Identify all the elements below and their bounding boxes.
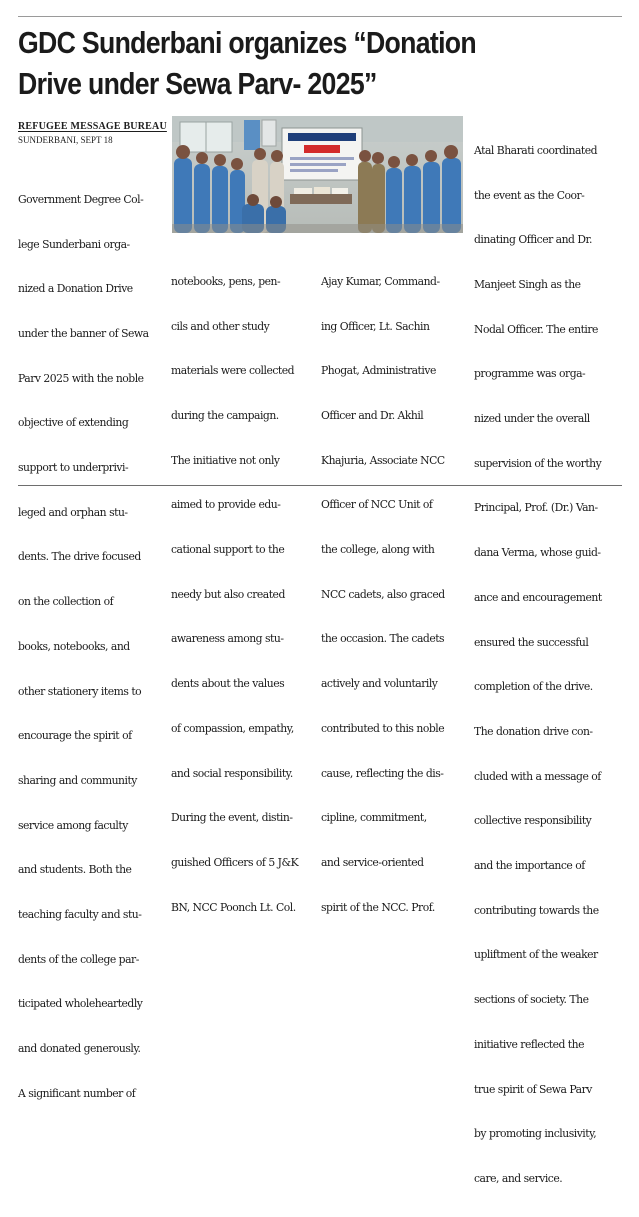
text-line: other stationery items to — [18, 684, 142, 698]
dateline: SUNDERBANI, SEPT 18 — [18, 135, 113, 145]
article-column-3 — [321, 245, 445, 945]
text-line: dents of the college par- — [18, 952, 139, 966]
text-line: awareness among stu- — [171, 632, 284, 646]
text-line: dana Verma, whose guid- — [474, 546, 601, 560]
text-line: contributed to this noble — [321, 721, 445, 735]
text-line: programme was orga- — [474, 367, 586, 381]
text-line: ing Officer, Lt. Sachin — [321, 319, 430, 333]
text-line: and service-oriented — [321, 855, 424, 869]
headline — [18, 22, 620, 104]
text-line: and the importance of — [474, 859, 585, 873]
top-divider — [18, 16, 622, 17]
text-line: the event as the Coor- — [474, 188, 585, 202]
text-line: cipline, commitment, — [321, 811, 427, 825]
article-column-1 — [18, 163, 149, 1132]
text-line: sections of society. The — [474, 993, 589, 1007]
text-line: A significant number of — [18, 1086, 136, 1100]
text-line: leged and orphan stu- — [18, 505, 128, 519]
text-line: notebooks, pens, pen- — [171, 274, 281, 288]
text-line: During the event, distin- — [171, 811, 293, 825]
text-line: initiative reflected the — [474, 1037, 584, 1051]
text-line: actively and voluntarily — [321, 677, 438, 691]
text-line: under the banner of Sewa — [18, 326, 149, 340]
text-line: support to underprivi- — [18, 461, 129, 475]
text-line: and donated generously. — [18, 1042, 141, 1056]
text-line: Officer and Dr. Akhil — [321, 408, 424, 422]
text-line: Government Degree Col- — [18, 192, 144, 206]
text-line: during the campaign. — [171, 408, 279, 422]
text-line: Principal, Prof. (Dr.) Van- — [474, 501, 598, 515]
text-line: spirit of the NCC. Prof. — [321, 900, 435, 914]
text-line: ance and encouragement — [474, 590, 602, 604]
text-line: of compassion, empathy, — [171, 721, 294, 735]
headline-line-2: Drive under Sewa Parv- 2025” — [18, 66, 377, 101]
text-line: supervision of the worthy — [474, 456, 602, 470]
text-line: lege Sunderbani orga- — [18, 237, 130, 251]
bottom-divider — [18, 485, 622, 486]
text-line: the occasion. The cadets — [321, 632, 445, 646]
text-line: Khajuria, Associate NCC — [321, 453, 445, 467]
text-line: NCC cadets, also graced — [321, 587, 445, 601]
text-line: the college, along with — [321, 543, 435, 557]
text-line: materials were collected — [171, 364, 295, 378]
text-line: upliftment of the weaker — [474, 948, 598, 962]
text-line: cational support to the — [171, 543, 285, 557]
event-photo — [172, 116, 463, 233]
text-line: objective of extending — [18, 416, 129, 430]
text-line: Atal Bharati coordinated — [474, 143, 598, 157]
text-line: cils and other study — [171, 319, 270, 333]
text-line: aimed to provide edu- — [171, 498, 281, 512]
text-line: cluded with a message of — [474, 769, 601, 783]
text-line: guished Officers of 5 J&K — [171, 855, 299, 869]
text-line: The donation drive con- — [474, 724, 593, 738]
text-line: sharing and community — [18, 773, 137, 787]
article-column-2 — [171, 245, 298, 945]
text-line: nized a Donation Drive — [18, 282, 133, 296]
text-line: care, and service. — [474, 1171, 563, 1185]
headline-line-1: GDC Sunderbani organizes “Donation — [18, 25, 477, 60]
text-line: Nodal Officer. The entire — [474, 322, 598, 336]
text-line: true spirit of Sewa Parv — [474, 1082, 592, 1096]
text-line: needy but also created — [171, 587, 285, 601]
text-line: BN, NCC Poonch Lt. Col. — [171, 900, 296, 914]
text-line: dents about the values — [171, 677, 285, 691]
text-line: books, notebooks, and — [18, 639, 130, 653]
article-column-4 — [474, 114, 602, 1217]
text-line: The initiative not only — [171, 453, 280, 467]
text-line: nized under the overall — [474, 412, 590, 426]
text-line: Manjeet Singh as the — [474, 277, 581, 291]
text-line: on the collection of — [18, 595, 114, 609]
text-line: cause, reflecting the dis- — [321, 766, 444, 780]
text-line: Ajay Kumar, Command- — [321, 274, 440, 288]
text-line: and social responsibility. — [171, 766, 293, 780]
text-line: collective responsibility — [474, 814, 592, 828]
text-line: teaching faculty and stu- — [18, 908, 142, 922]
text-line: Phogat, Administrative — [321, 364, 436, 378]
text-line: dinating Officer and Dr. — [474, 233, 592, 247]
text-line: ensured the successful — [474, 635, 589, 649]
text-line: ticipated wholeheartedly — [18, 997, 143, 1011]
text-line: completion of the drive. — [474, 680, 593, 694]
event-photo-illustration — [172, 116, 463, 233]
text-line: encourage the spirit of — [18, 729, 132, 743]
text-line: by promoting inclusivity, — [474, 1127, 597, 1141]
byline: REFUGEE MESSAGE BUREAU — [18, 121, 167, 132]
text-line: Officer of NCC Unit of — [321, 498, 433, 512]
text-line: and students. Both the — [18, 863, 132, 877]
text-line: dents. The drive focused — [18, 550, 141, 564]
text-line: Parv 2025 with the noble — [18, 371, 144, 385]
text-line: contributing towards the — [474, 903, 599, 917]
text-line: service among faculty — [18, 818, 128, 832]
